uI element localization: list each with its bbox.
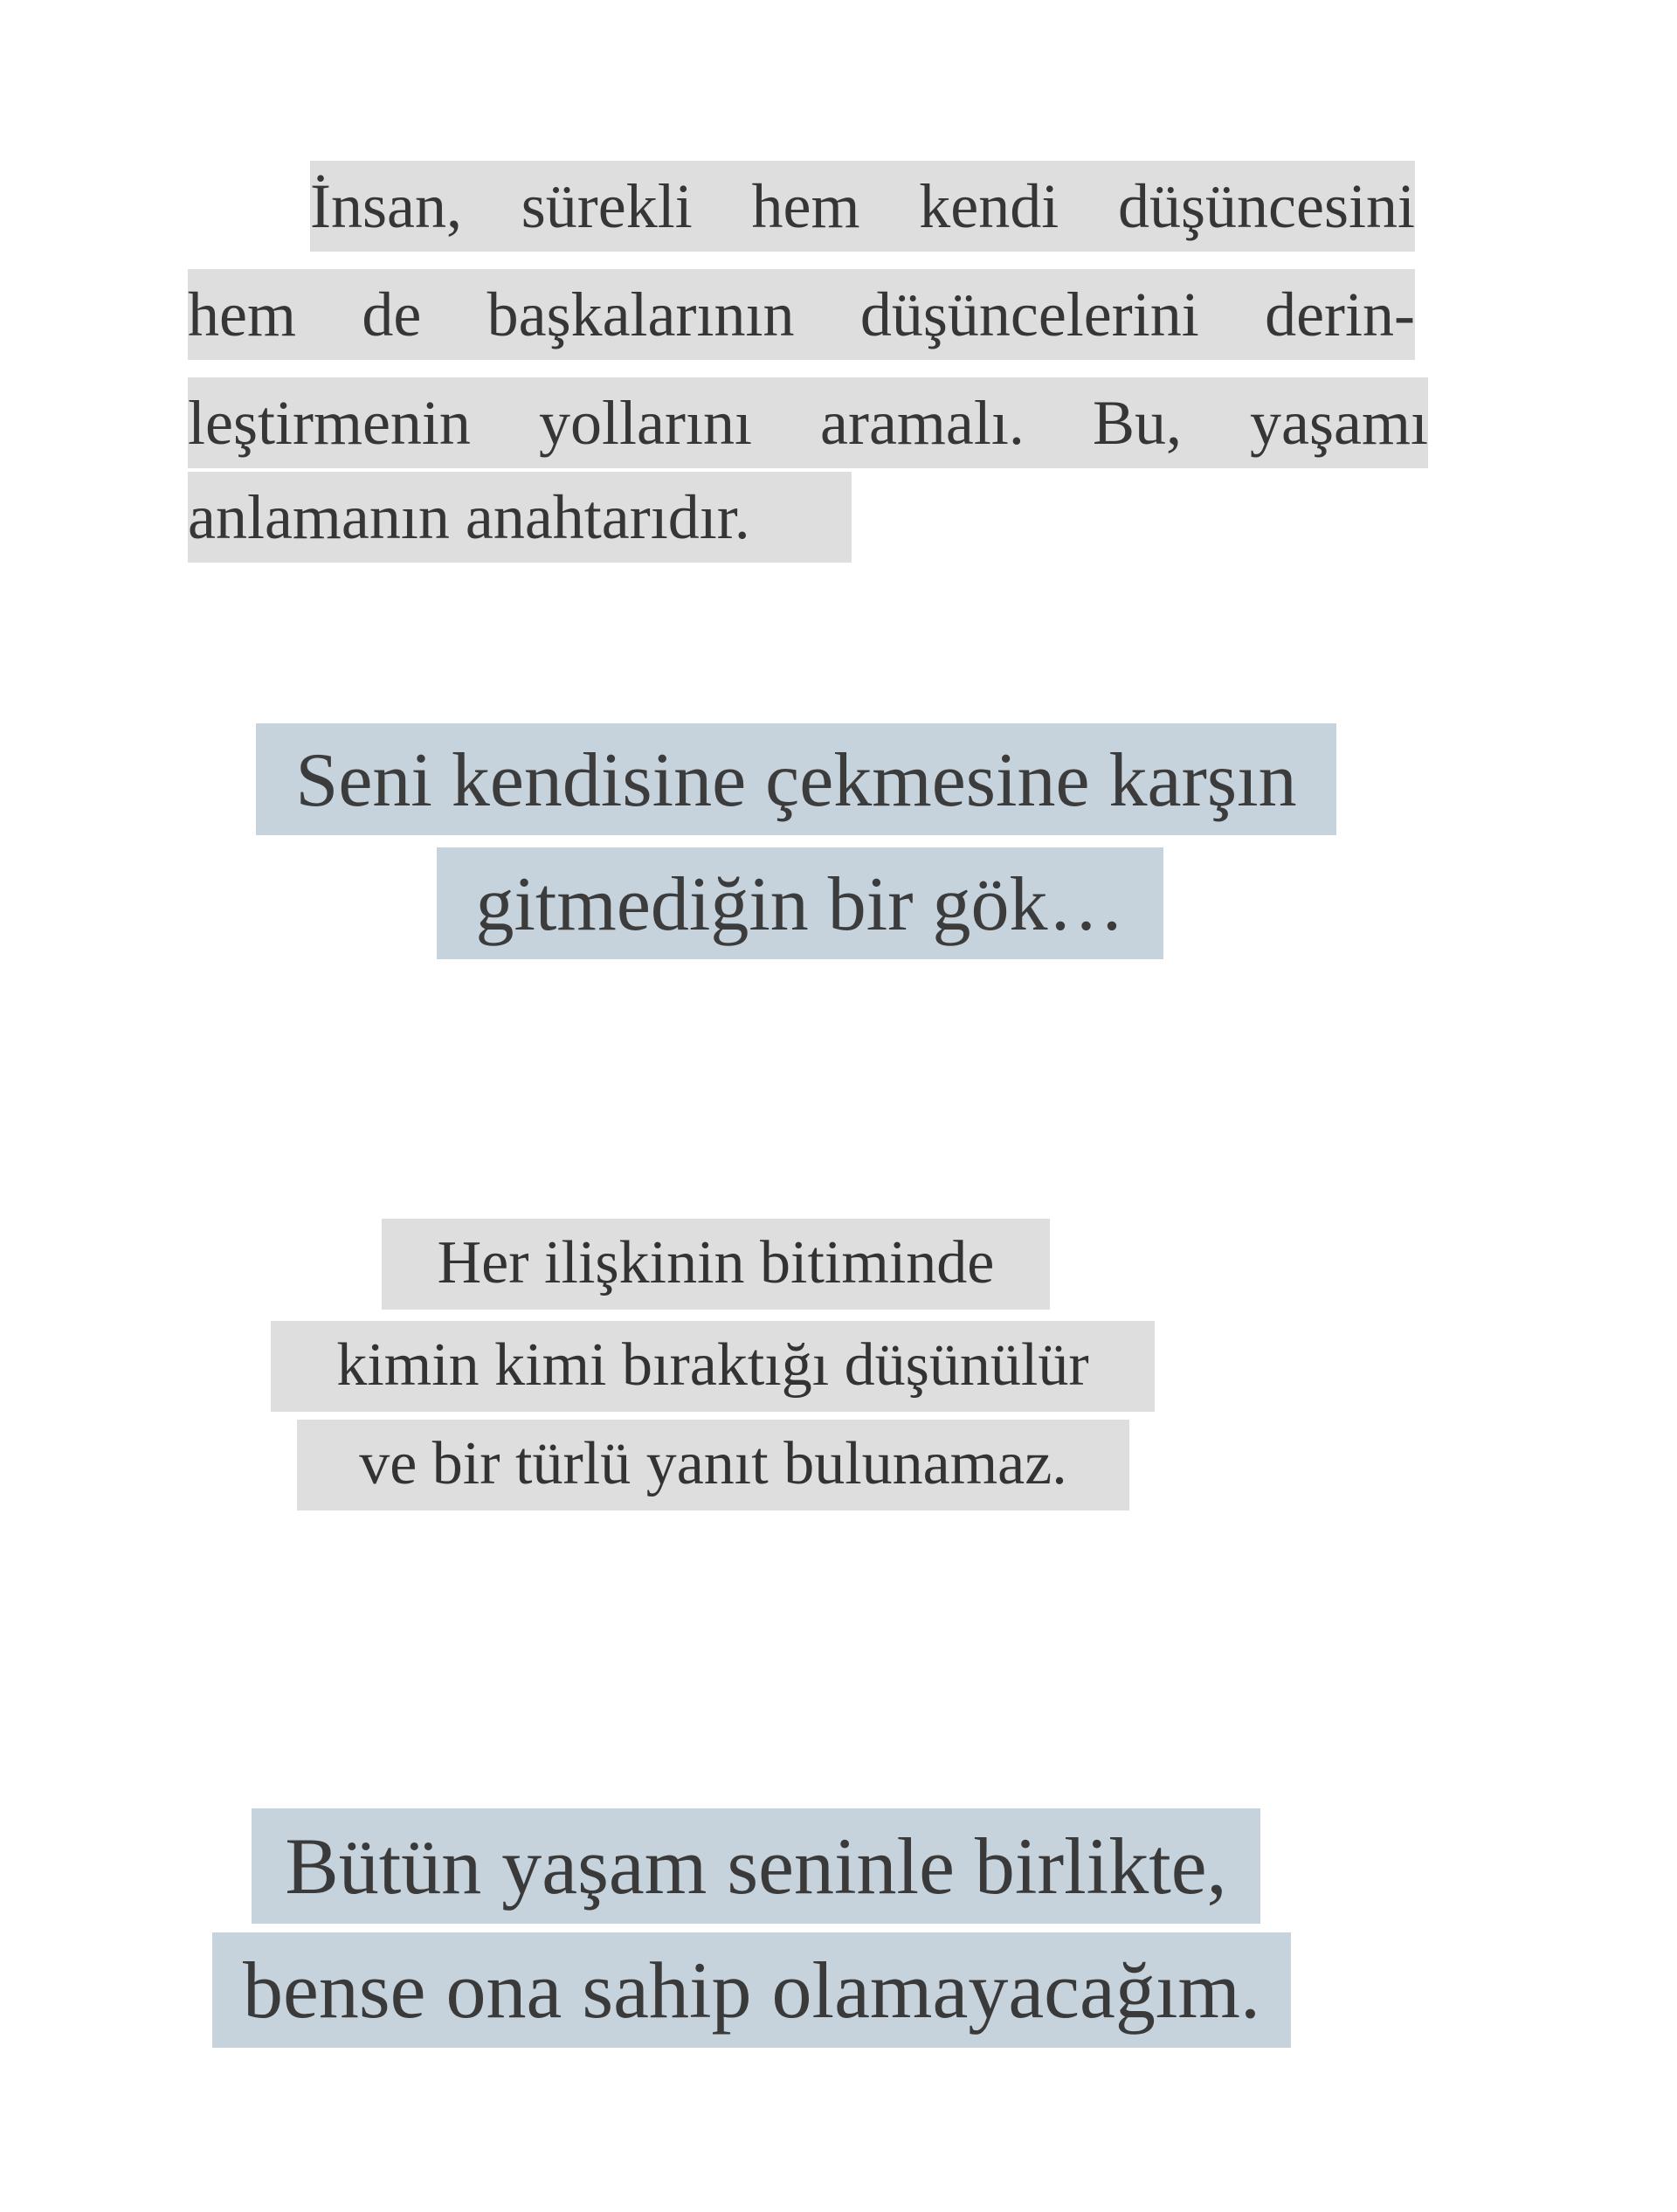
quote-1-line-1: İnsan, sürekli hem kendi düşüncesini	[310, 161, 1415, 252]
quote-3-line-2: kimin kimi bıraktığı düşünülür	[271, 1321, 1155, 1412]
quote-2-line-2: gitmediğin bir gök…	[437, 847, 1163, 959]
quote-3-line-1: Her ilişkinin bitiminde	[382, 1219, 1050, 1310]
quote-1-line-4: anlamanın anahtarıdır.	[188, 472, 852, 563]
quote-2-line-1: Seni kendisine çekmesine karşın	[256, 723, 1336, 835]
quote-3-line-3: ve bir türlü yanıt bulunamaz.	[297, 1420, 1129, 1510]
quote-1-line-2: hem de başkalarının düşüncelerini derin-	[188, 269, 1415, 360]
quote-4-line-1: Bütün yaşam seninle birlikte,	[252, 1808, 1260, 1924]
quote-4-line-2: bense ona sahip olamayacağım.	[212, 1932, 1291, 2048]
quote-1-line-3: leştirmenin yollarını aramalı. Bu, yaşamı	[188, 377, 1428, 468]
